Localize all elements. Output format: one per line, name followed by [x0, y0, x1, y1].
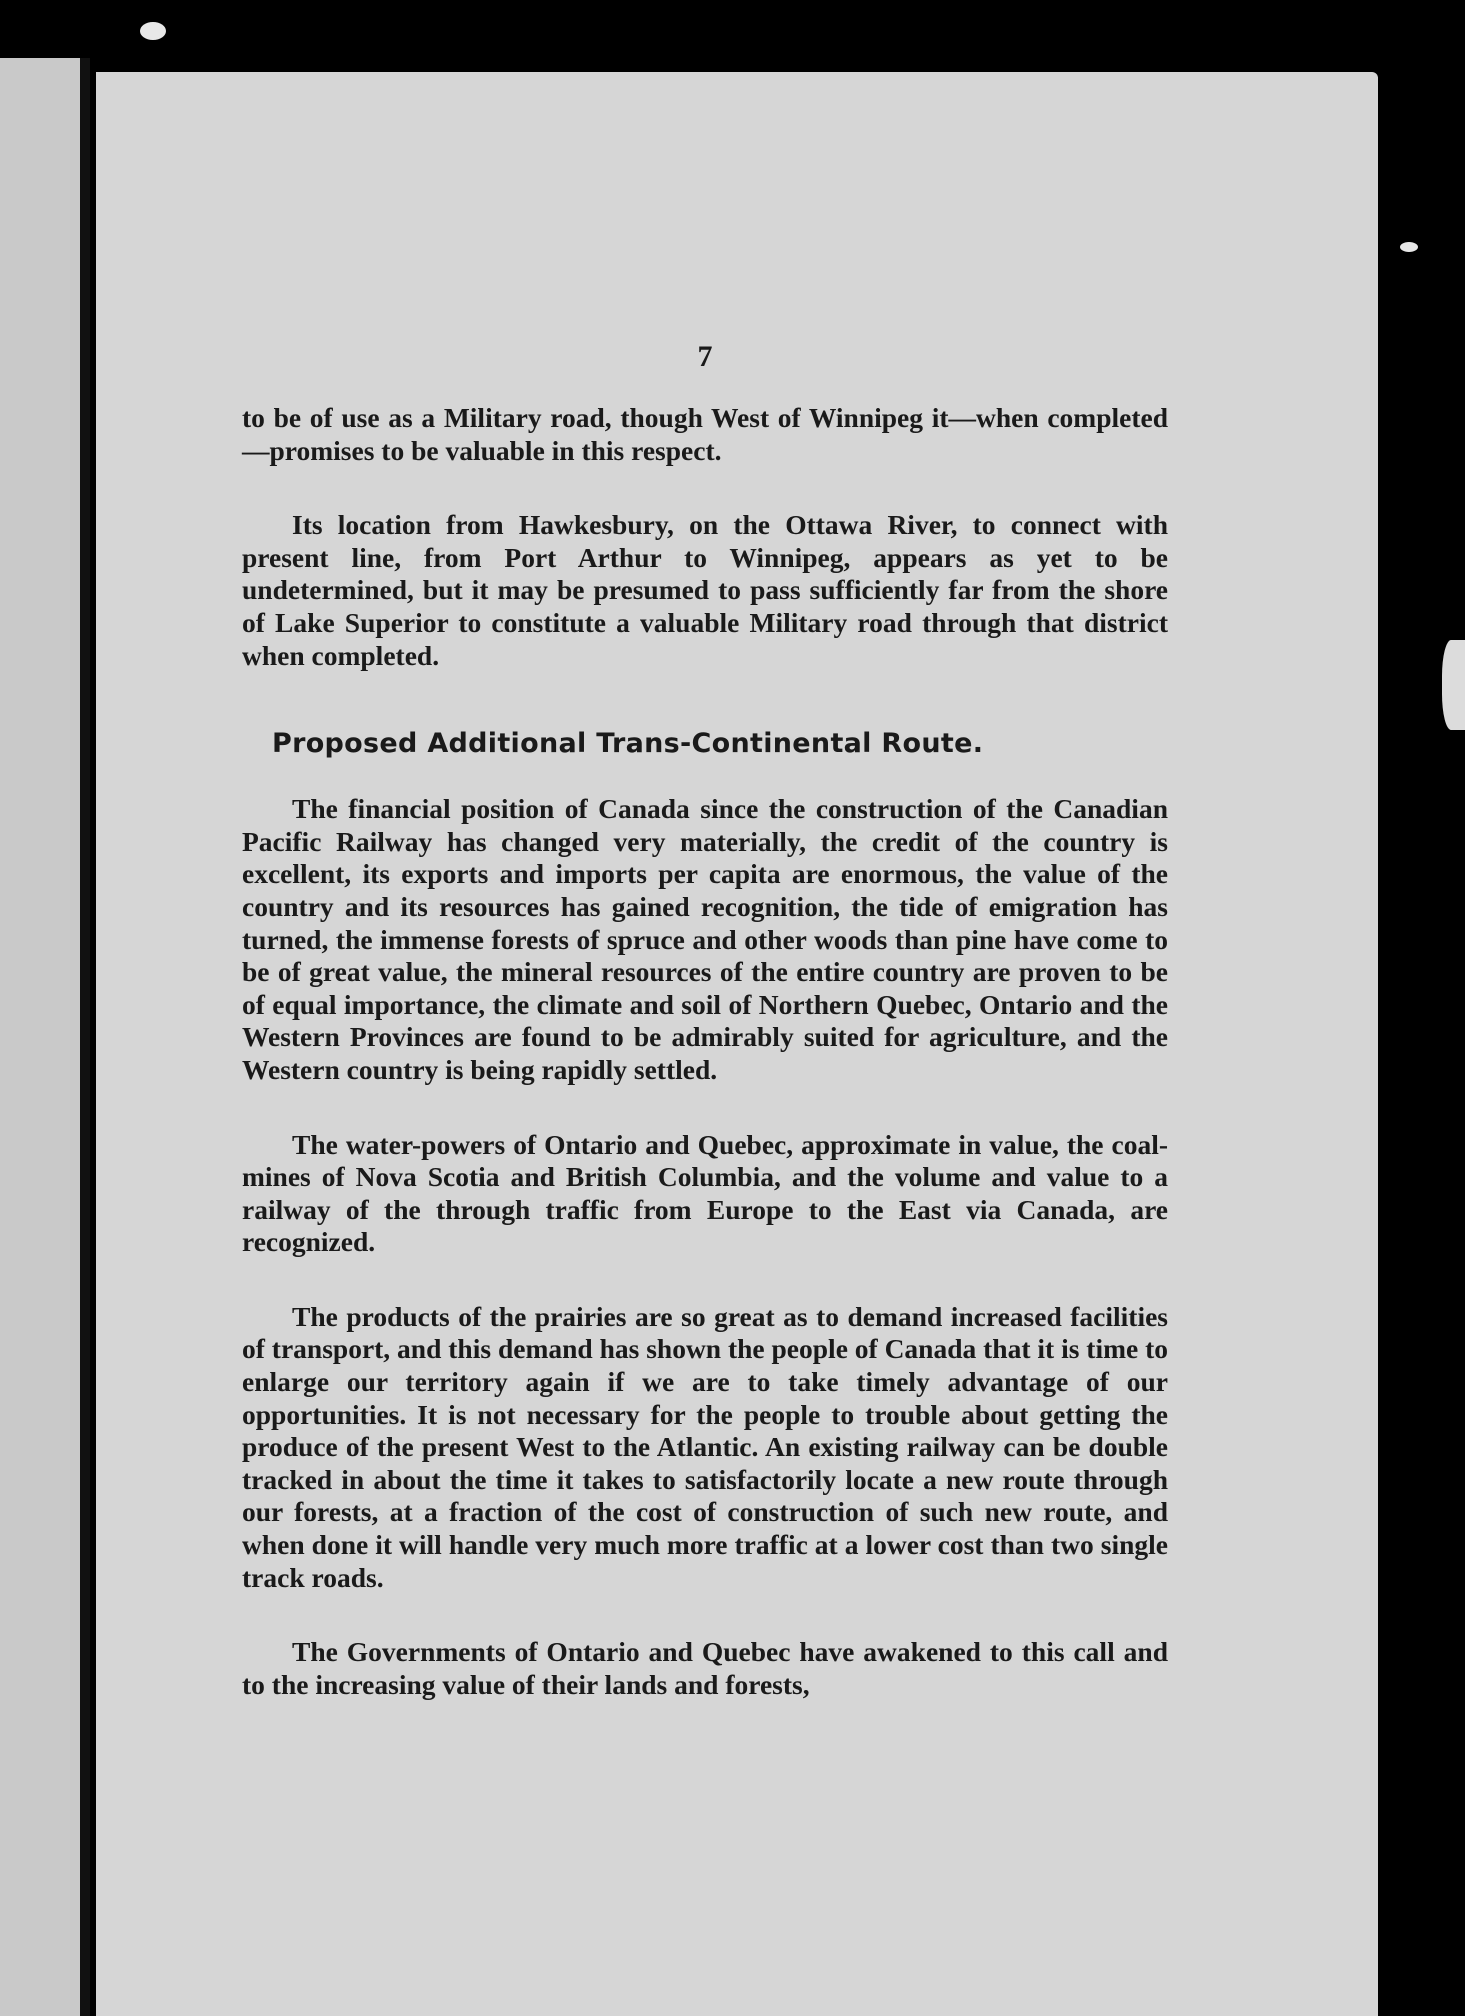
paragraph: The products of the prairies are so great as to demand increased facilities of transport, and this demand has shown the people of Canada that it is time to enlarge our territory again if we are to take timely advantage of our opportunities. It is not necessary for the people to trouble about getting the produce of the present West to the Atlantic. An existing railway can be double tracked in about the time it takes to satisfactorily locate a new route through our forests, at a fraction of the cost of construction of such new route, and when done it will handle very much more traffic at a lower cost than two single track roads. — [242, 1300, 1168, 1593]
page-number: 7 — [697, 340, 713, 373]
page-content — [242, 340, 1168, 1743]
paragraph: Its location from Hawkesbury, on the Ottawa River, to connect with present line, from Port Arthur to Winnipeg, appears as yet to be undetermined, but it may be presumed to pass sufficiently far from the shore of Lake Superior to constitute a valuable Military road through that district when completed. — [242, 509, 1168, 671]
paragraph: The financial position of Canada since the construction of the Canadian Pacific Railway has changed very materially, the credit of the country is excellent, its exports and imports per capita are enormous, the value of the country and its resources has gained recognition, the tide of emigration has turned, the immense forests of spruce and other woods than pine have come to be of great value, the mineral resources of the entire country are proven to be of equal importance, the climate and soil of Northern Quebec, Ontario and the Western Provinces are found to be admirably suited for agriculture, and the Western country is being rapidly settled. — [242, 793, 1168, 1085]
section-heading: Proposed Additional Trans-Continental Route. — [272, 728, 984, 760]
paragraph: The water-powers of Ontario and Quebec, approximate in value, the coal-mines of Nova Scotia and British Columbia, and the volume and value to a railway of the through traffic from Europe to the East via Canada, are recognized. — [242, 1128, 1168, 1258]
paragraph: to be of use as a Military road, though West of Winnipeg it—when completed—promises to be valuable in this respect. — [242, 402, 1168, 466]
scan-speck — [1400, 242, 1418, 252]
paragraph: The Governments of Ontario and Quebec have awakened to this call and to the increasing value of their lands and forests, — [242, 1636, 1168, 1700]
right-edge-fragment — [1442, 640, 1465, 730]
facing-page-edge — [0, 58, 80, 2016]
binding-gutter — [80, 58, 90, 2016]
scan-speck — [140, 22, 166, 40]
